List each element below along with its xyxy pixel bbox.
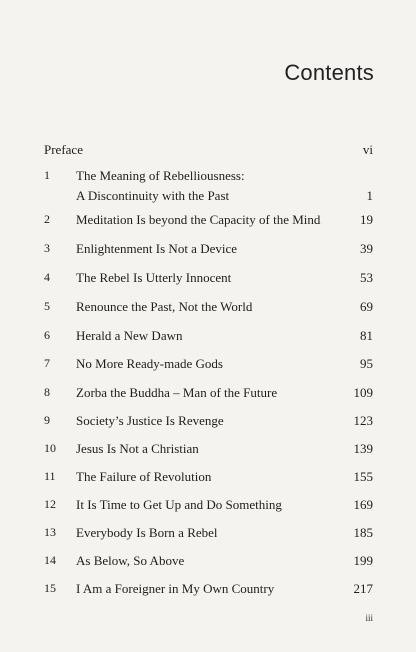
toc-entry-13 [0, 525, 416, 545]
chapter-title: The Meaning of Rebelliousness: [76, 168, 245, 183]
toc-entry-4 [0, 270, 416, 290]
toc-entry-8 [0, 385, 416, 405]
chapter-title: Zorba the Buddha – Man of the Future [76, 385, 278, 400]
chapter-title: As Below, So Above [76, 553, 185, 568]
chapter-title: Everybody Is Born a Rebel [76, 525, 218, 540]
chapter-title: Renounce the Past, Not the World [76, 299, 253, 314]
chapter-number: 15 [44, 581, 56, 595]
chapter-title: I Am a Foreigner in My Own Country [76, 581, 275, 596]
chapter-page-number: 139 [353, 441, 373, 456]
toc-entry-3 [0, 241, 416, 261]
chapter-title: No More Ready-made Gods [76, 356, 223, 371]
page-title: Contents [284, 60, 374, 85]
chapter-page-number: 123 [353, 413, 373, 428]
chapter-number: 2 [44, 212, 50, 226]
folio-page-number: iii [365, 613, 373, 623]
chapter-title: Herald a New Dawn [76, 328, 183, 343]
chapter-page-number: 53 [360, 270, 373, 285]
chapter-number: 4 [44, 270, 50, 284]
toc-entry-12 [0, 497, 416, 517]
chapter-page-number: 81 [360, 328, 373, 343]
toc-entry-10 [0, 441, 416, 461]
chapter-title: Enlightenment Is Not a Device [76, 241, 238, 256]
chapter-page-number: 155 [353, 469, 373, 484]
chapter-page-number: 1 [366, 188, 373, 203]
chapter-number: 8 [44, 385, 50, 399]
chapter-page-number: 69 [360, 299, 373, 314]
chapter-title: Society’s Justice Is Revenge [76, 413, 224, 428]
chapter-number: 3 [44, 241, 50, 255]
chapter-page-number: 169 [353, 497, 373, 512]
toc-entry-9 [0, 413, 416, 433]
toc-entry-14 [0, 553, 416, 573]
toc-entry-15 [0, 581, 416, 601]
chapter-title: The Failure of Revolution [76, 469, 212, 484]
chapter-page-number: 109 [353, 385, 373, 400]
chapter-title: Jesus Is Not a Christian [76, 441, 199, 456]
chapter-page-number: 95 [360, 356, 373, 371]
chapter-title: It Is Time to Get Up and Do Something [76, 497, 282, 512]
preface-label: Preface [44, 142, 83, 157]
toc-entry-2 [0, 212, 416, 232]
chapter-page-number: 217 [353, 581, 373, 596]
toc-entry-preface [0, 142, 416, 162]
toc-entry-6 [0, 328, 416, 348]
chapter-number: 13 [44, 525, 56, 539]
chapter-page-number: 199 [353, 553, 373, 568]
chapter-subtitle: A Discontinuity with the Past [76, 188, 230, 203]
chapter-number: 6 [44, 328, 50, 342]
toc-entry-5 [0, 299, 416, 319]
chapter-number: 14 [44, 553, 56, 567]
chapter-page-number: 39 [360, 241, 373, 256]
chapter-number: 7 [44, 356, 50, 370]
toc-entry-7 [0, 356, 416, 376]
toc-entry-1 [0, 168, 416, 203]
chapter-number: 12 [44, 497, 56, 511]
toc-entry-11 [0, 469, 416, 489]
chapter-number: 1 [44, 168, 50, 182]
chapter-page-number: 19 [360, 212, 373, 227]
chapter-number: 5 [44, 299, 50, 313]
chapter-number: 10 [44, 441, 56, 455]
chapter-title: Meditation Is beyond the Capacity of the Mind [76, 212, 321, 227]
chapter-page-number: 185 [353, 525, 373, 540]
chapter-title: The Rebel Is Utterly Innocent [76, 270, 232, 285]
preface-page-number: vi [362, 142, 373, 157]
chapter-number: 9 [44, 413, 50, 427]
chapter-number: 11 [44, 469, 56, 483]
